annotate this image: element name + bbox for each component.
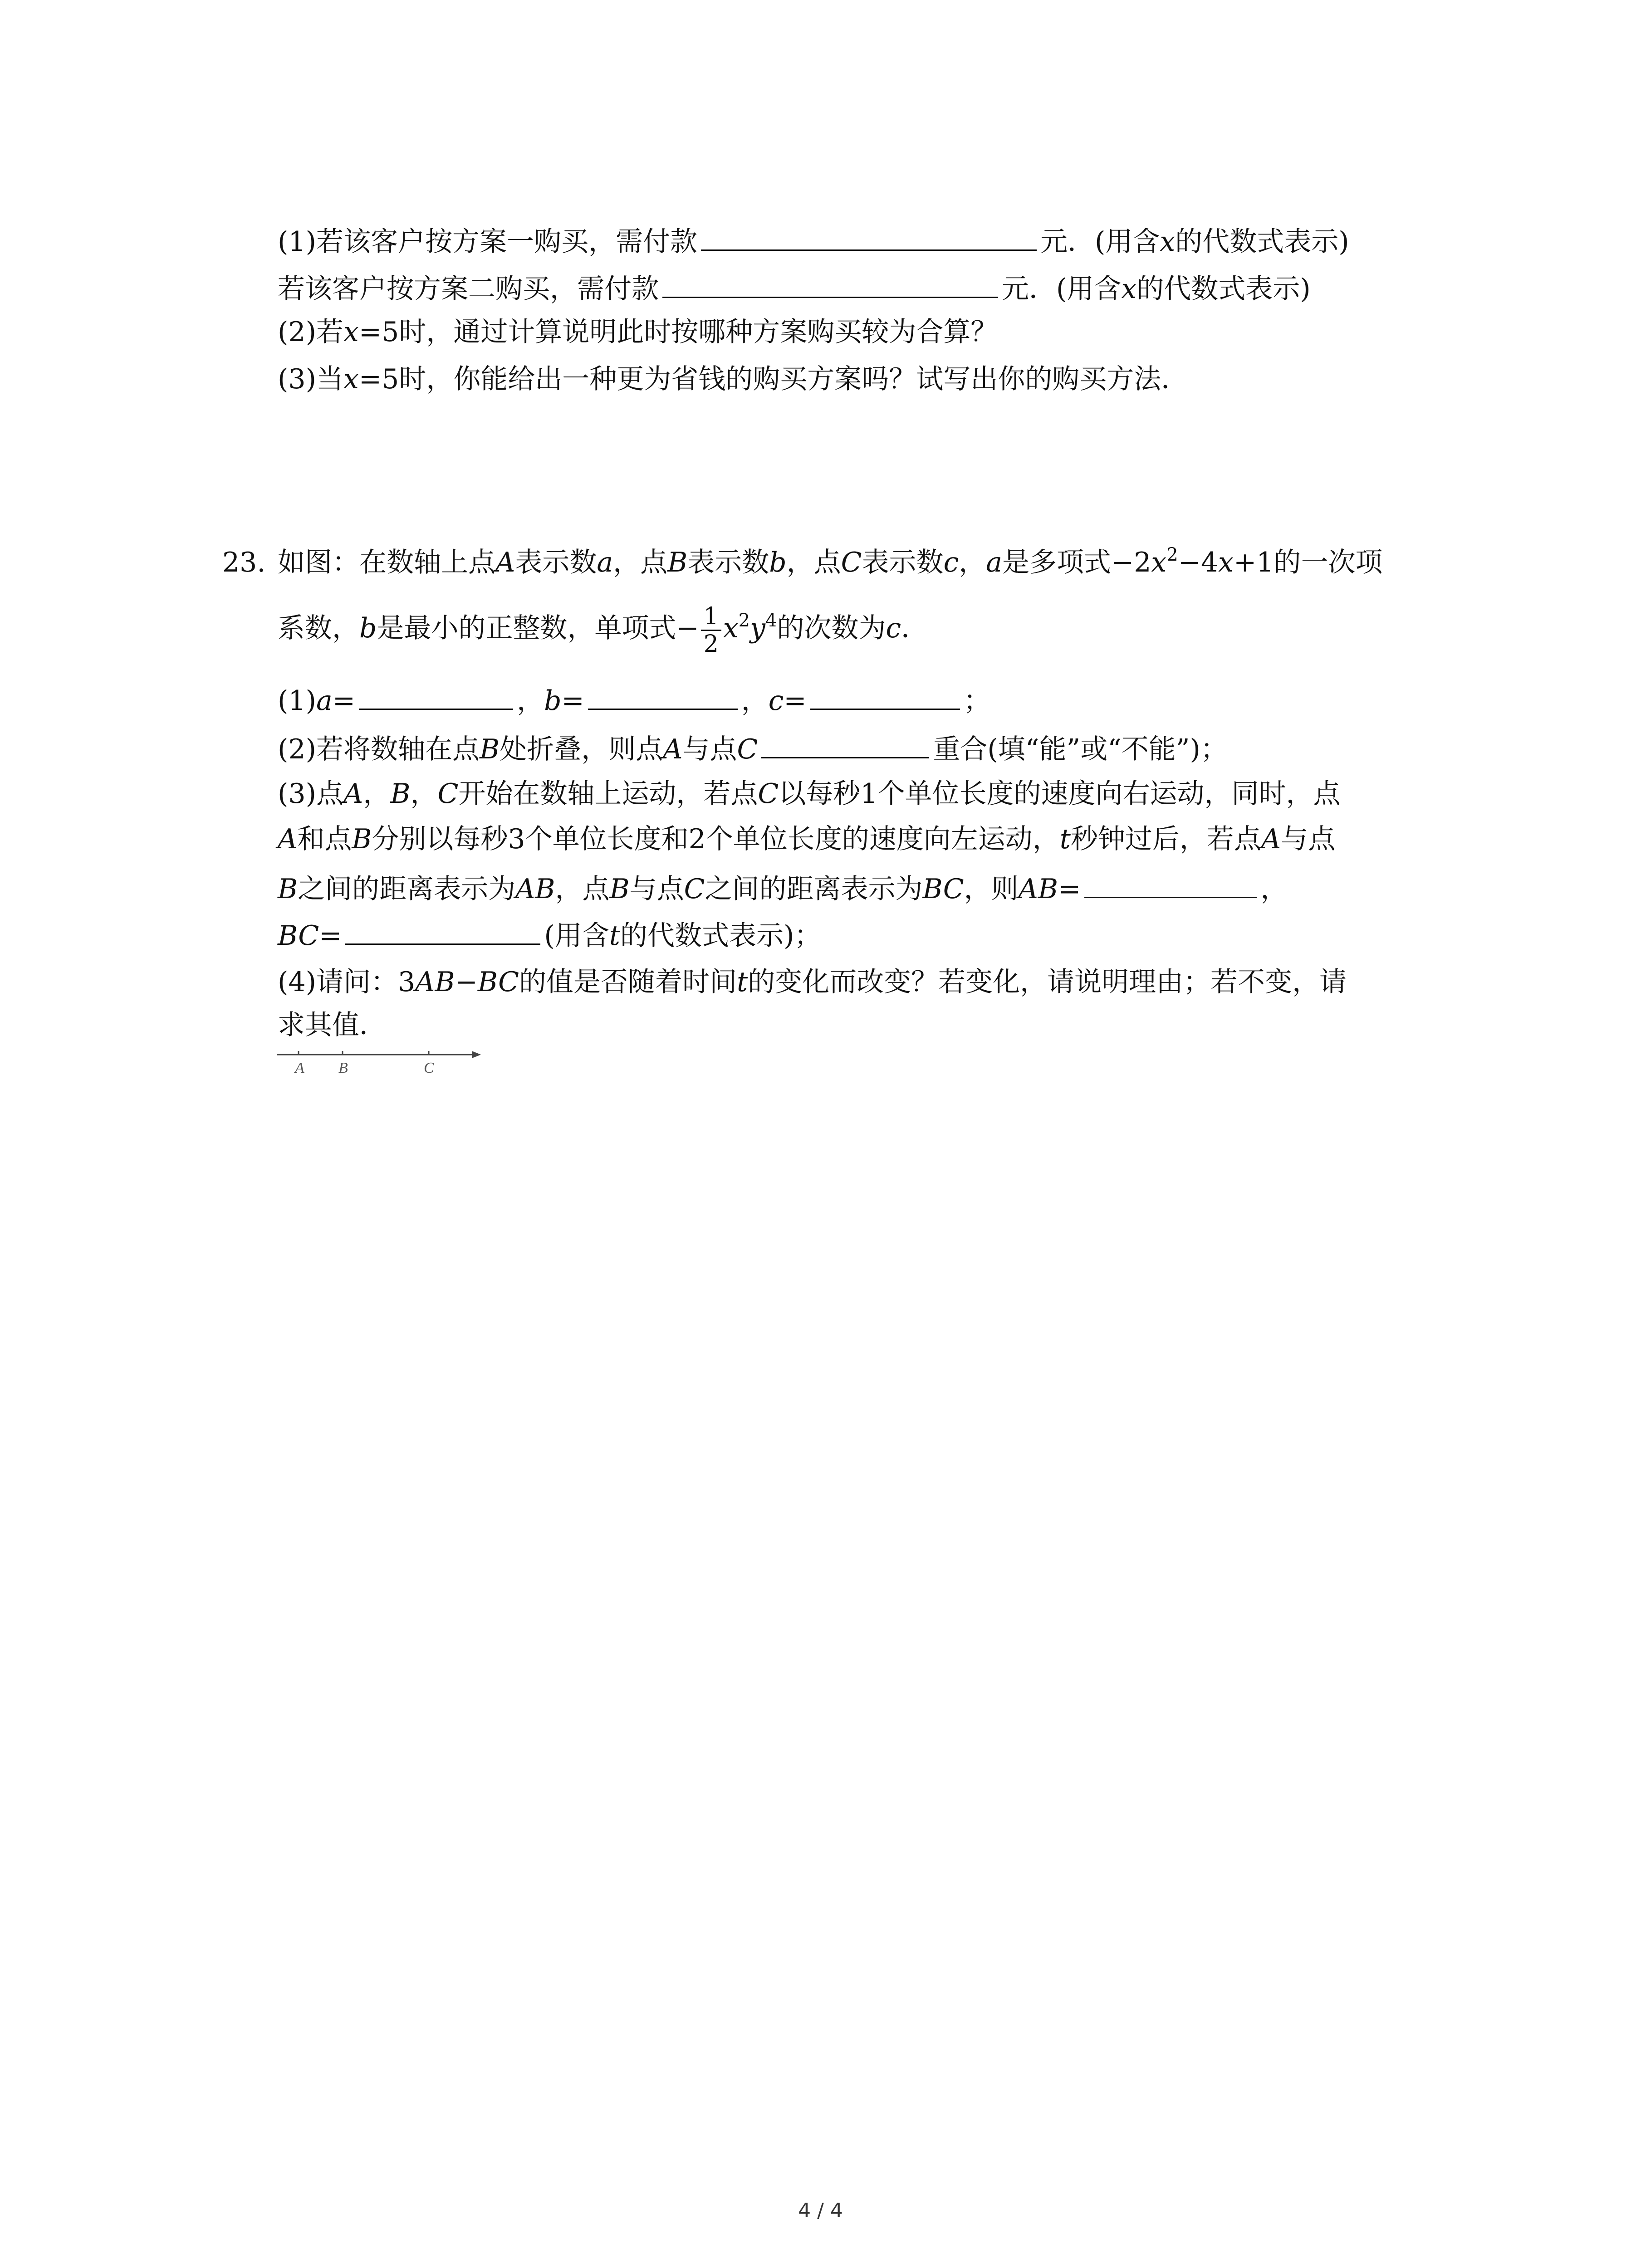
q23-part3-line4: BC= (用含t的代数式表示)； (278, 915, 821, 954)
page-number: 4 / 4 (798, 2199, 843, 2222)
question-number: 23. (222, 547, 266, 578)
q23-part1: (1)a= ，b= ，c= ； (278, 680, 991, 719)
answer-blank[interactable] (701, 221, 1037, 251)
label-A: A (295, 1060, 304, 1076)
q22-part2: (2)若x=5时，通过计算说明此时按哪种方案购买较为合算？ (278, 316, 998, 348)
q23-stem-line1: 如图：在数轴上点A表示数a，点B表示数b，点C表示数c，a是多项式$-2x^2-4x+1$的一次项 (278, 544, 1383, 578)
fraction-one-half: $\frac{1}{2}$ (701, 603, 721, 657)
answer-blank-c[interactable] (810, 680, 960, 710)
q23-part2: (2)若将数轴在点B处折叠，则点A与点C 重合(填“能”或“不能”)； (278, 729, 1228, 767)
q23-part3-line2: A和点B分别以每秒3个单位长度和2个单位长度的速度向左运动，t秒钟过后，若点A与点 (278, 823, 1336, 855)
label-C: C (424, 1060, 434, 1076)
q22-part1-plan2: 若该客户按方案二购买，需付款 元．(用含x的代数式表示) (278, 269, 1311, 307)
q22-part1-plan1: (1)若该客户按方案一购买，需付款 元．(用含x的代数式表示) (278, 221, 1349, 260)
label-B: B (338, 1060, 348, 1076)
q23-part4-line2: 求其值． (278, 1009, 387, 1041)
q23-stem-line2: 系数，b是最小的正整数，单项式− $\frac{1}{2}$ $x^2y^4$的次数为c． (278, 603, 929, 658)
answer-blank[interactable] (662, 269, 998, 298)
number-line-figure (277, 1041, 485, 1082)
q23-part3-line3: B之间的距离表示为AB，点B与点C之间的距离表示为BC，则AB= ， (278, 869, 1288, 907)
q23-part3-line1: (3)点A，B，C开始在数轴上运动，若点C以每秒1个单位长度的速度向右运动，同时，点 (278, 778, 1341, 810)
number-line-arrowhead (472, 1051, 481, 1058)
answer-blank-AB[interactable] (1084, 869, 1257, 898)
q23-part4-line1: (4)请问：3AB−BC的值是否随着时间t的变化而改变？若变化，请说明理由；若不变，请 (278, 966, 1347, 998)
answer-blank-BC[interactable] (345, 915, 540, 945)
answer-blank-fold[interactable] (761, 729, 929, 758)
q22-part3: (3)当x=5时，你能给出一种更为省钱的购买方案吗？试写出你的购买方法． (278, 363, 1189, 395)
answer-blank-b[interactable] (588, 680, 738, 710)
answer-blank-a[interactable] (359, 680, 513, 710)
